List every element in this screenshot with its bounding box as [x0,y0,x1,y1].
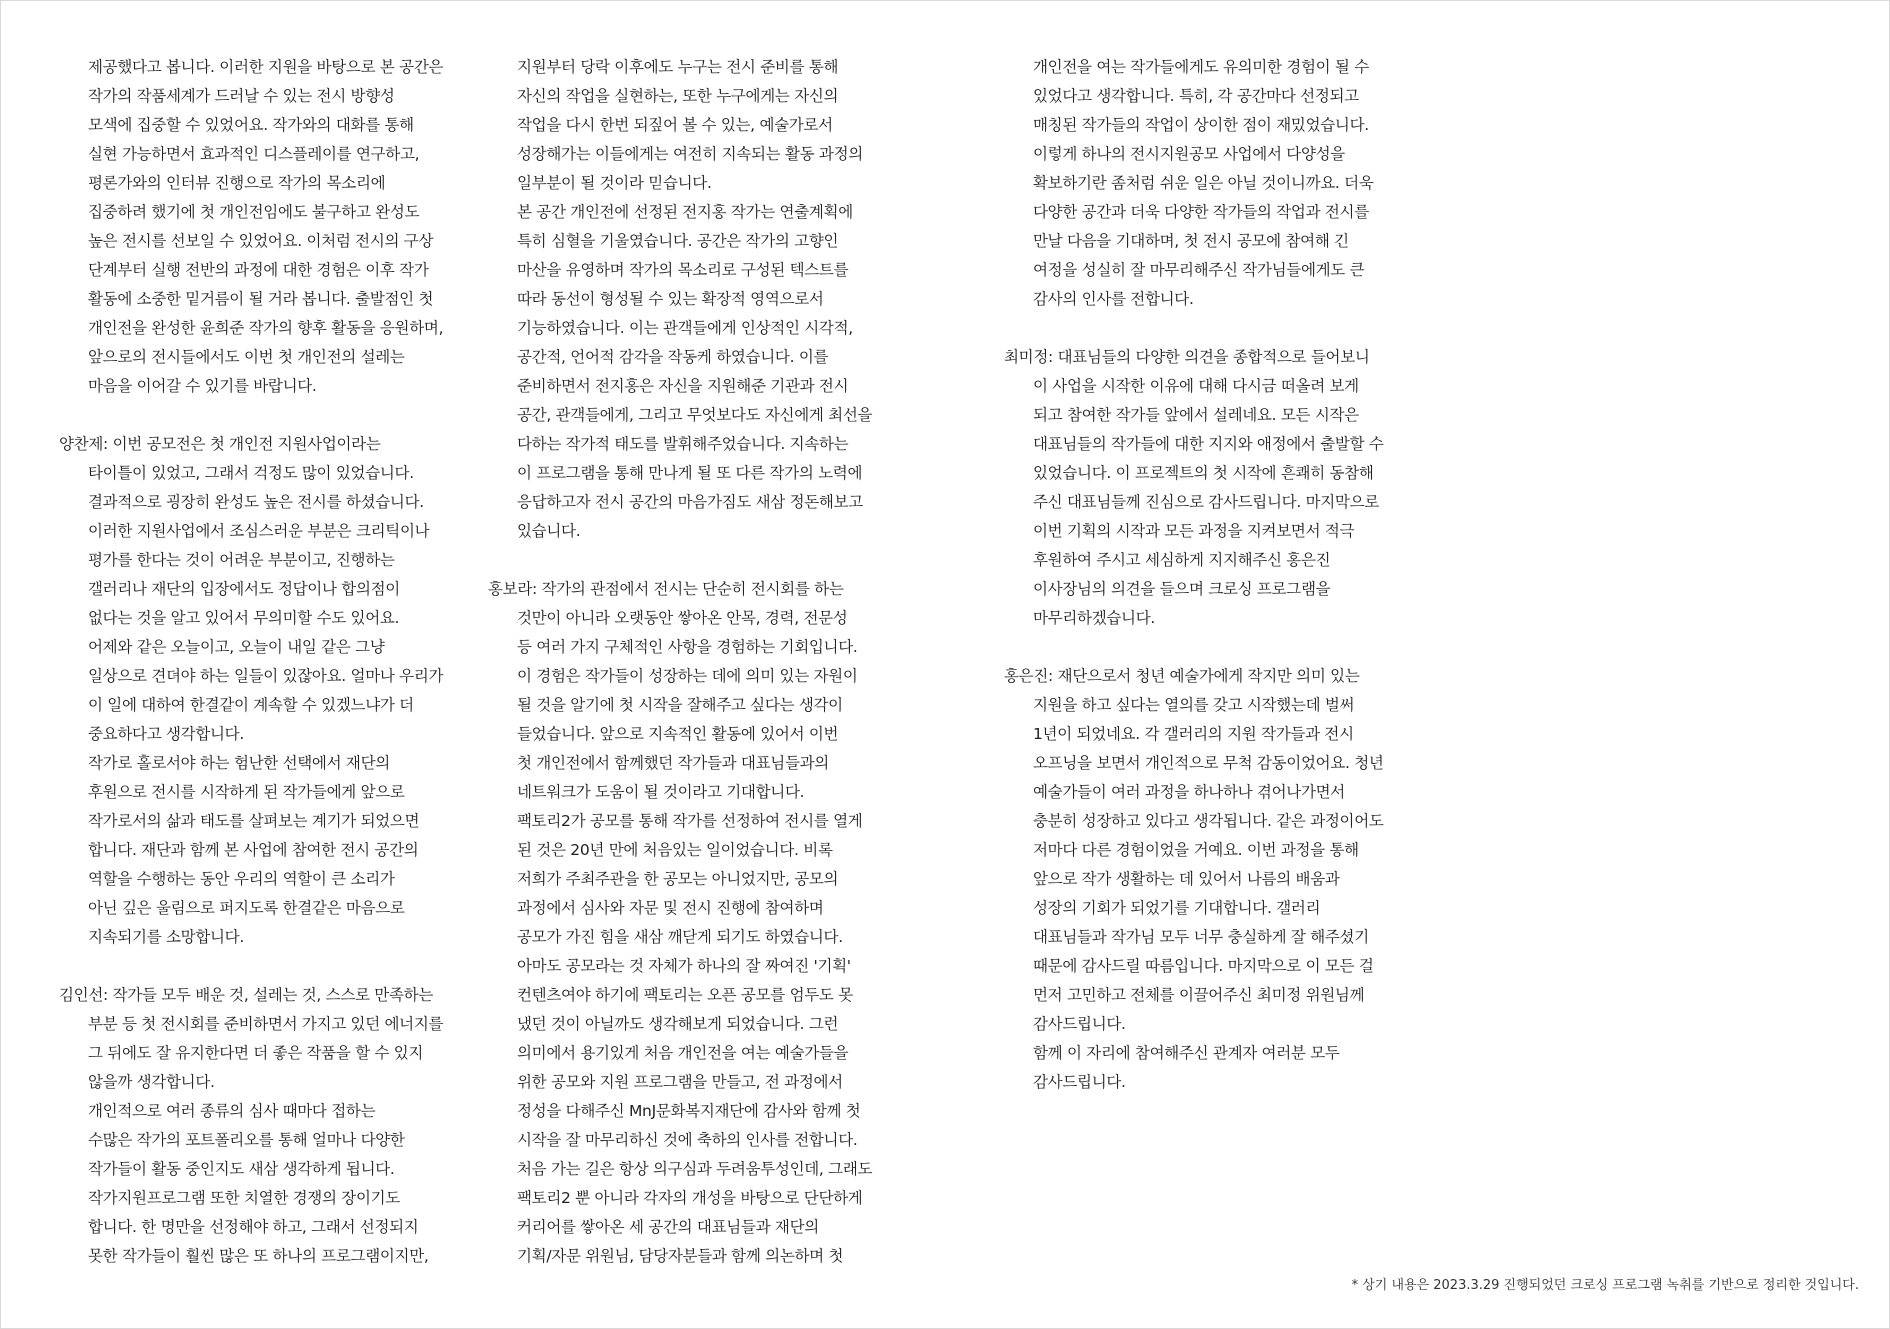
text-line: 평가를 한다는 것이 어려운 부분이고, 진행하는 [88,551,395,569]
text-line: 수많은 작가의 포트폴리오를 통해 얼마나 다양한 [88,1131,405,1149]
text-line: 처음 가는 길은 항상 의구심과 두려움투성인데, 그래도 [517,1160,873,1178]
text-line: 마산을 유영하며 작가의 목소리로 구성된 텍스트를 [517,261,849,279]
text-line: 응답하고자 전시 공간의 마음가짐도 새삼 정돈해보고 [517,493,863,511]
text-line: 등 여러 가지 구체적인 사항을 경험하는 기회입니다. [517,638,858,656]
text-line: 특히 심혈을 기울였습니다. 공간은 작가의 고향인 [517,232,839,250]
text-line: 냈던 것이 아닐까도 생각해보게 되었습니다. 그런 [517,1015,839,1033]
text-line: 대표님들의 작가들에 대한 지지와 애정에서 출발할 수 [1033,435,1384,453]
text-line: 위한 공모와 지원 프로그램을 만들고, 전 과정에서 [517,1073,843,1091]
text-line: 여정을 성실히 잘 마무리해주신 작가님들에게도 큰 [1033,261,1365,279]
text-line: 다양한 공간과 더욱 다양한 작가들의 작업과 전시를 [1033,203,1369,221]
text-line: 개인전을 여는 작가들에게도 유의미한 경험이 될 수 [1033,58,1369,76]
text-line: 실현 가능하면서 효과적인 디스플레이를 연구하고, [88,145,420,163]
text-line: 작가들이 활동 중인지도 새삼 생각하게 됩니다. [88,1160,395,1178]
text-line: 것만이 아니라 오랫동안 쌓아온 안목, 경력, 전문성 [517,609,848,627]
text-line: 합니다. 한 명만을 선정해야 하고, 그래서 선정되지 [88,1218,419,1236]
text-line: 함께 이 자리에 참여해주신 관계자 여러분 모두 [1033,1044,1340,1062]
text-line: 성장해가는 이들에게는 여전히 지속되는 활동 과정의 [517,145,863,163]
text-line: 첫 개인전에서 함께했던 작가들과 대표님들과의 [517,754,829,772]
text-line: 단계부터 실행 전반의 과정에 대한 경험은 이후 작가 [88,261,429,279]
text-line: 집중하려 했기에 첫 개인전임에도 불구하고 완성도 [88,203,420,221]
text-line: 있습니다. [517,522,581,540]
text-line: 성장의 기회가 되었기를 기대합니다. 갤러리 [1033,899,1321,917]
text-line: 들었습니다. 앞으로 지속적인 활동에 있어서 이번 [517,725,839,743]
text-line: 만날 다음을 기대하며, 첫 전시 공모에 참여해 긴 [1033,232,1349,250]
text-line: 있었다고 생각합니다. 특히, 각 공간마다 선정되고 [1033,87,1359,105]
text-line: 준비하면서 전지홍은 자신을 지원해준 기관과 전시 [517,377,849,395]
text-line: 제공했다고 봅니다. 이러한 지원을 바탕으로 본 공간은 [88,58,444,76]
text-line: 과정에서 심사와 자문 및 전시 진행에 참여하며 [517,899,824,917]
text-line: 정성을 다해주신 MnJ문화복지재단에 감사와 함께 첫 [517,1102,861,1120]
text-line: 따라 동선이 형성될 수 있는 확장적 영역으로서 [517,290,824,308]
paragraph-gap [1004,633,1424,662]
text-line: 부분 등 첫 전시회를 준비하면서 가지고 있던 에너지를 [88,1015,444,1033]
speaker-line: 홍보라: 작가의 관점에서 전시는 단순히 전시회를 하는 [488,580,844,598]
text-line: 매칭된 작가들의 작업이 상이한 점이 재밌었습니다. [1033,116,1369,134]
text-line: 모색에 집중할 수 있었어요. 작가와의 대화를 통해 [88,116,414,134]
paragraph-gap [1004,314,1424,343]
text-line: 지속되기를 소망합니다. [88,928,244,946]
text-line: 자신의 작업을 실현하는, 또한 누구에게는 자신의 [517,87,839,105]
text-line: 이 경험은 작가들이 성장하는 데에 의미 있는 자원이 [517,667,858,685]
text-line: 없다는 것을 알고 있어서 무의미할 수도 있어요. [88,609,400,627]
text-line: 있었습니다. 이 프로젝트의 첫 시작에 흔쾌히 동참해 [1033,464,1374,482]
text-line: 작가의 작품세계가 드러날 수 있는 전시 방향성 [88,87,395,105]
text-line: 컨텐츠여야 하기에 팩토리는 오픈 공모를 엄두도 못 [517,986,853,1004]
text-line: 합니다. 재단과 함께 본 사업에 참여한 전시 공간의 [88,841,419,859]
text-line: 갤러리나 재단의 입장에서도 정답이나 합의점이 [88,580,400,598]
text-line: 감사의 인사를 전합니다. [1033,290,1194,308]
text-line: 어제와 같은 오늘이고, 오늘이 내일 같은 그냥 [88,638,385,656]
text-line: 공간적, 언어적 감각을 작동케 하였습니다. 이를 [517,348,829,366]
paragraph-gap [488,546,908,575]
text-line: 결과적으로 굉장히 완성도 높은 전시를 하셨습니다. [88,493,424,511]
text-line: 먼저 고민하고 전체를 이끌어주신 최미정 위원님께 [1033,986,1365,1004]
text-line: 1년이 되었네요. 각 갤러리의 지원 작가들과 전시 [1033,725,1354,743]
text-line: 후원하여 주시고 세심하게 지지해주신 홍은진 [1033,551,1331,569]
text-line: 지원을 하고 싶다는 열의를 갖고 시작했는데 벌써 [1033,696,1355,714]
text-line: 아마도 공모라는 것 자체가 하나의 잘 짜여진 '기획' [517,957,851,975]
speaker-line: 김인선: 작가들 모두 배운 것, 설레는 것, 스스로 만족하는 [59,986,434,1004]
text-line: 감사드립니다. [1033,1015,1126,1033]
text-line: 이러한 지원사업에서 조심스러운 부분은 크리틱이나 [88,522,430,540]
text-line: 때문에 감사드릴 따름입니다. 마지막으로 이 모든 걸 [1033,957,1374,975]
text-line: 않을까 생각합니다. [88,1073,215,1091]
text-line: 작가로 홀로서야 하는 험난한 선택에서 재단의 [88,754,390,772]
text-line: 후원으로 전시를 시작하게 된 작가들에게 앞으로 [88,783,405,801]
text-line: 작가로서의 삶과 태도를 살펴보는 계기가 되었으면 [88,812,420,830]
text-line: 시작을 잘 마무리하신 것에 축하의 인사를 전합니다. [517,1131,858,1149]
text-line: 팩토리2 뿐 아니라 각자의 개성을 바탕으로 단단하게 [517,1189,863,1207]
text-line: 되고 참여한 작가들 앞에서 설레네요. 모든 시작은 [1033,406,1359,424]
text-line: 평론가와의 인터뷰 진행으로 작가의 목소리에 [88,174,386,192]
text-line: 타이틀이 있었고, 그래서 걱정도 많이 있었습니다. [88,464,414,482]
text-line: 이 일에 대하여 한결같이 계속할 수 있겠느냐가 더 [88,696,414,714]
text-column-1 [59,53,479,1271]
text-line: 오프닝을 보면서 개인적으로 무척 감동이었어요. 청년 [1033,754,1384,772]
text-line: 일상으로 견뎌야 하는 일들이 있잖아요. 얼마나 우리가 [88,667,444,685]
text-line: 작가지원프로그램 또한 치열한 경쟁의 장이기도 [88,1189,400,1207]
text-line: 앞으로의 전시들에서도 이번 첫 개인전의 설레는 [88,348,405,366]
text-line: 이렇게 하나의 전시지원공모 사업에서 다양성을 [1033,145,1345,163]
text-line: 마무리하겠습니다. [1033,609,1156,627]
text-line: 개인적으로 여러 종류의 심사 때마다 접하는 [88,1102,376,1120]
text-line: 마음을 이어갈 수 있기를 바랍니다. [88,377,317,395]
text-line: 기능하였습니다. 이는 관객들에게 인상적인 시각적, [517,319,853,337]
footnote: * 상기 내용은 2023.3.29 진행되었던 크로싱 프로그램 녹취를 기반으로 정리한 것입니다. [1351,1278,1859,1293]
text-column-3 [1004,53,1424,1097]
text-line: 작업을 다시 한번 되짚어 볼 수 있는, 예술가로서 [517,116,833,134]
text-line: 저희가 주최주관을 한 공모는 아니었지만, 공모의 [517,870,839,888]
text-line: 기획/자문 위원님, 담당자분들과 함께 의논하며 첫 [517,1247,844,1265]
text-line: 저마다 다른 경험이었을 거예요. 이번 과정을 통해 [1033,841,1359,859]
text-line: 개인전을 완성한 윤희준 작가의 향후 활동을 응원하며, [88,319,444,337]
text-line: 팩토리2가 공모를 통해 작가를 선정하여 전시를 열게 [517,812,863,830]
text-line: 이번 기획의 시작과 모든 과정을 지켜보면서 적극 [1033,522,1355,540]
text-line: 못한 작가들이 훨씬 많은 또 하나의 프로그램이지만, [88,1247,429,1265]
text-line: 주신 대표님들께 진심으로 감사드립니다. 마지막으로 [1033,493,1379,511]
text-line: 아닌 깊은 울림으로 퍼지도록 한결같은 마음으로 [88,899,405,917]
text-line: 확보하기란 좀처럼 쉬운 일은 아닐 것이니까요. 더욱 [1033,174,1374,192]
text-line: 의미에서 용기있게 처음 개인전을 여는 예술가들을 [517,1044,849,1062]
text-line: 일부분이 될 것이라 믿습니다. [517,174,712,192]
speaker-line: 최미정: 대표님들의 다양한 의견을 종합적으로 들어보니 [1004,348,1370,366]
text-line: 그 뒤에도 잘 유지한다면 더 좋은 작품을 할 수 있지 [88,1044,424,1062]
text-line: 활동에 소중한 밑거름이 될 거라 봅니다. 출발점인 첫 [88,290,434,308]
text-line: 충분히 성장하고 있다고 생각됩니다. 같은 과정이어도 [1033,812,1384,830]
text-line: 이 사업을 시작한 이유에 대해 다시금 떠올려 보게 [1033,377,1359,395]
text-line: 감사드립니다. [1033,1073,1126,1091]
speaker-line: 홍은진: 재단으로서 청년 예술가에게 작지만 의미 있는 [1004,667,1360,685]
text-line: 높은 전시를 선보일 수 있었어요. 이처럼 전시의 구상 [88,232,434,250]
text-line: 이 프로그램을 통해 만나게 될 또 다른 작가의 노력에 [517,464,863,482]
text-line: 된 것은 20년 만에 처음있는 일이었습니다. 비록 [517,841,833,859]
text-line: 될 것을 알기에 첫 시작을 잘해주고 싶다는 생각이 [517,696,843,714]
text-line: 공모가 가진 힘을 새삼 깨닫게 되기도 하였습니다. [517,928,843,946]
text-line: 예술가들이 여러 과정을 하나하나 겪어나가면서 [1033,783,1345,801]
text-line: 지원부터 당락 이후에도 누구는 전시 준비를 통해 [517,58,839,76]
text-line: 중요하다고 생각합니다. [88,725,244,743]
text-line: 공간, 관객들에게, 그리고 무엇보다도 자신에게 최선을 [517,406,873,424]
text-line: 대표님들과 작가님 모두 너무 충실하게 잘 해주셨기 [1033,928,1369,946]
paragraph-gap [59,401,479,430]
text-line: 네트워크가 도움이 될 것이라고 기대합니다. [517,783,805,801]
text-line: 다하는 작가적 태도를 발휘해주었습니다. 지속하는 [517,435,849,453]
text-line: 이사장님의 의견을 들으며 크로싱 프로그램을 [1033,580,1331,598]
text-line: 커리어를 쌓아온 세 공간의 대표님들과 재단의 [517,1218,819,1236]
paragraph-gap [59,952,479,981]
text-column-2 [488,53,908,1271]
text-line: 역할을 수행하는 동안 우리의 역할이 큰 소리가 [88,870,395,888]
text-line: 앞으로 작가 생활하는 데 있어서 나름의 배움과 [1033,870,1340,888]
speaker-line: 양찬제: 이번 공모전은 첫 개인전 지원사업이라는 [59,435,381,453]
text-line: 본 공간 개인전에 선정된 전지홍 작가는 연출계획에 [517,203,853,221]
